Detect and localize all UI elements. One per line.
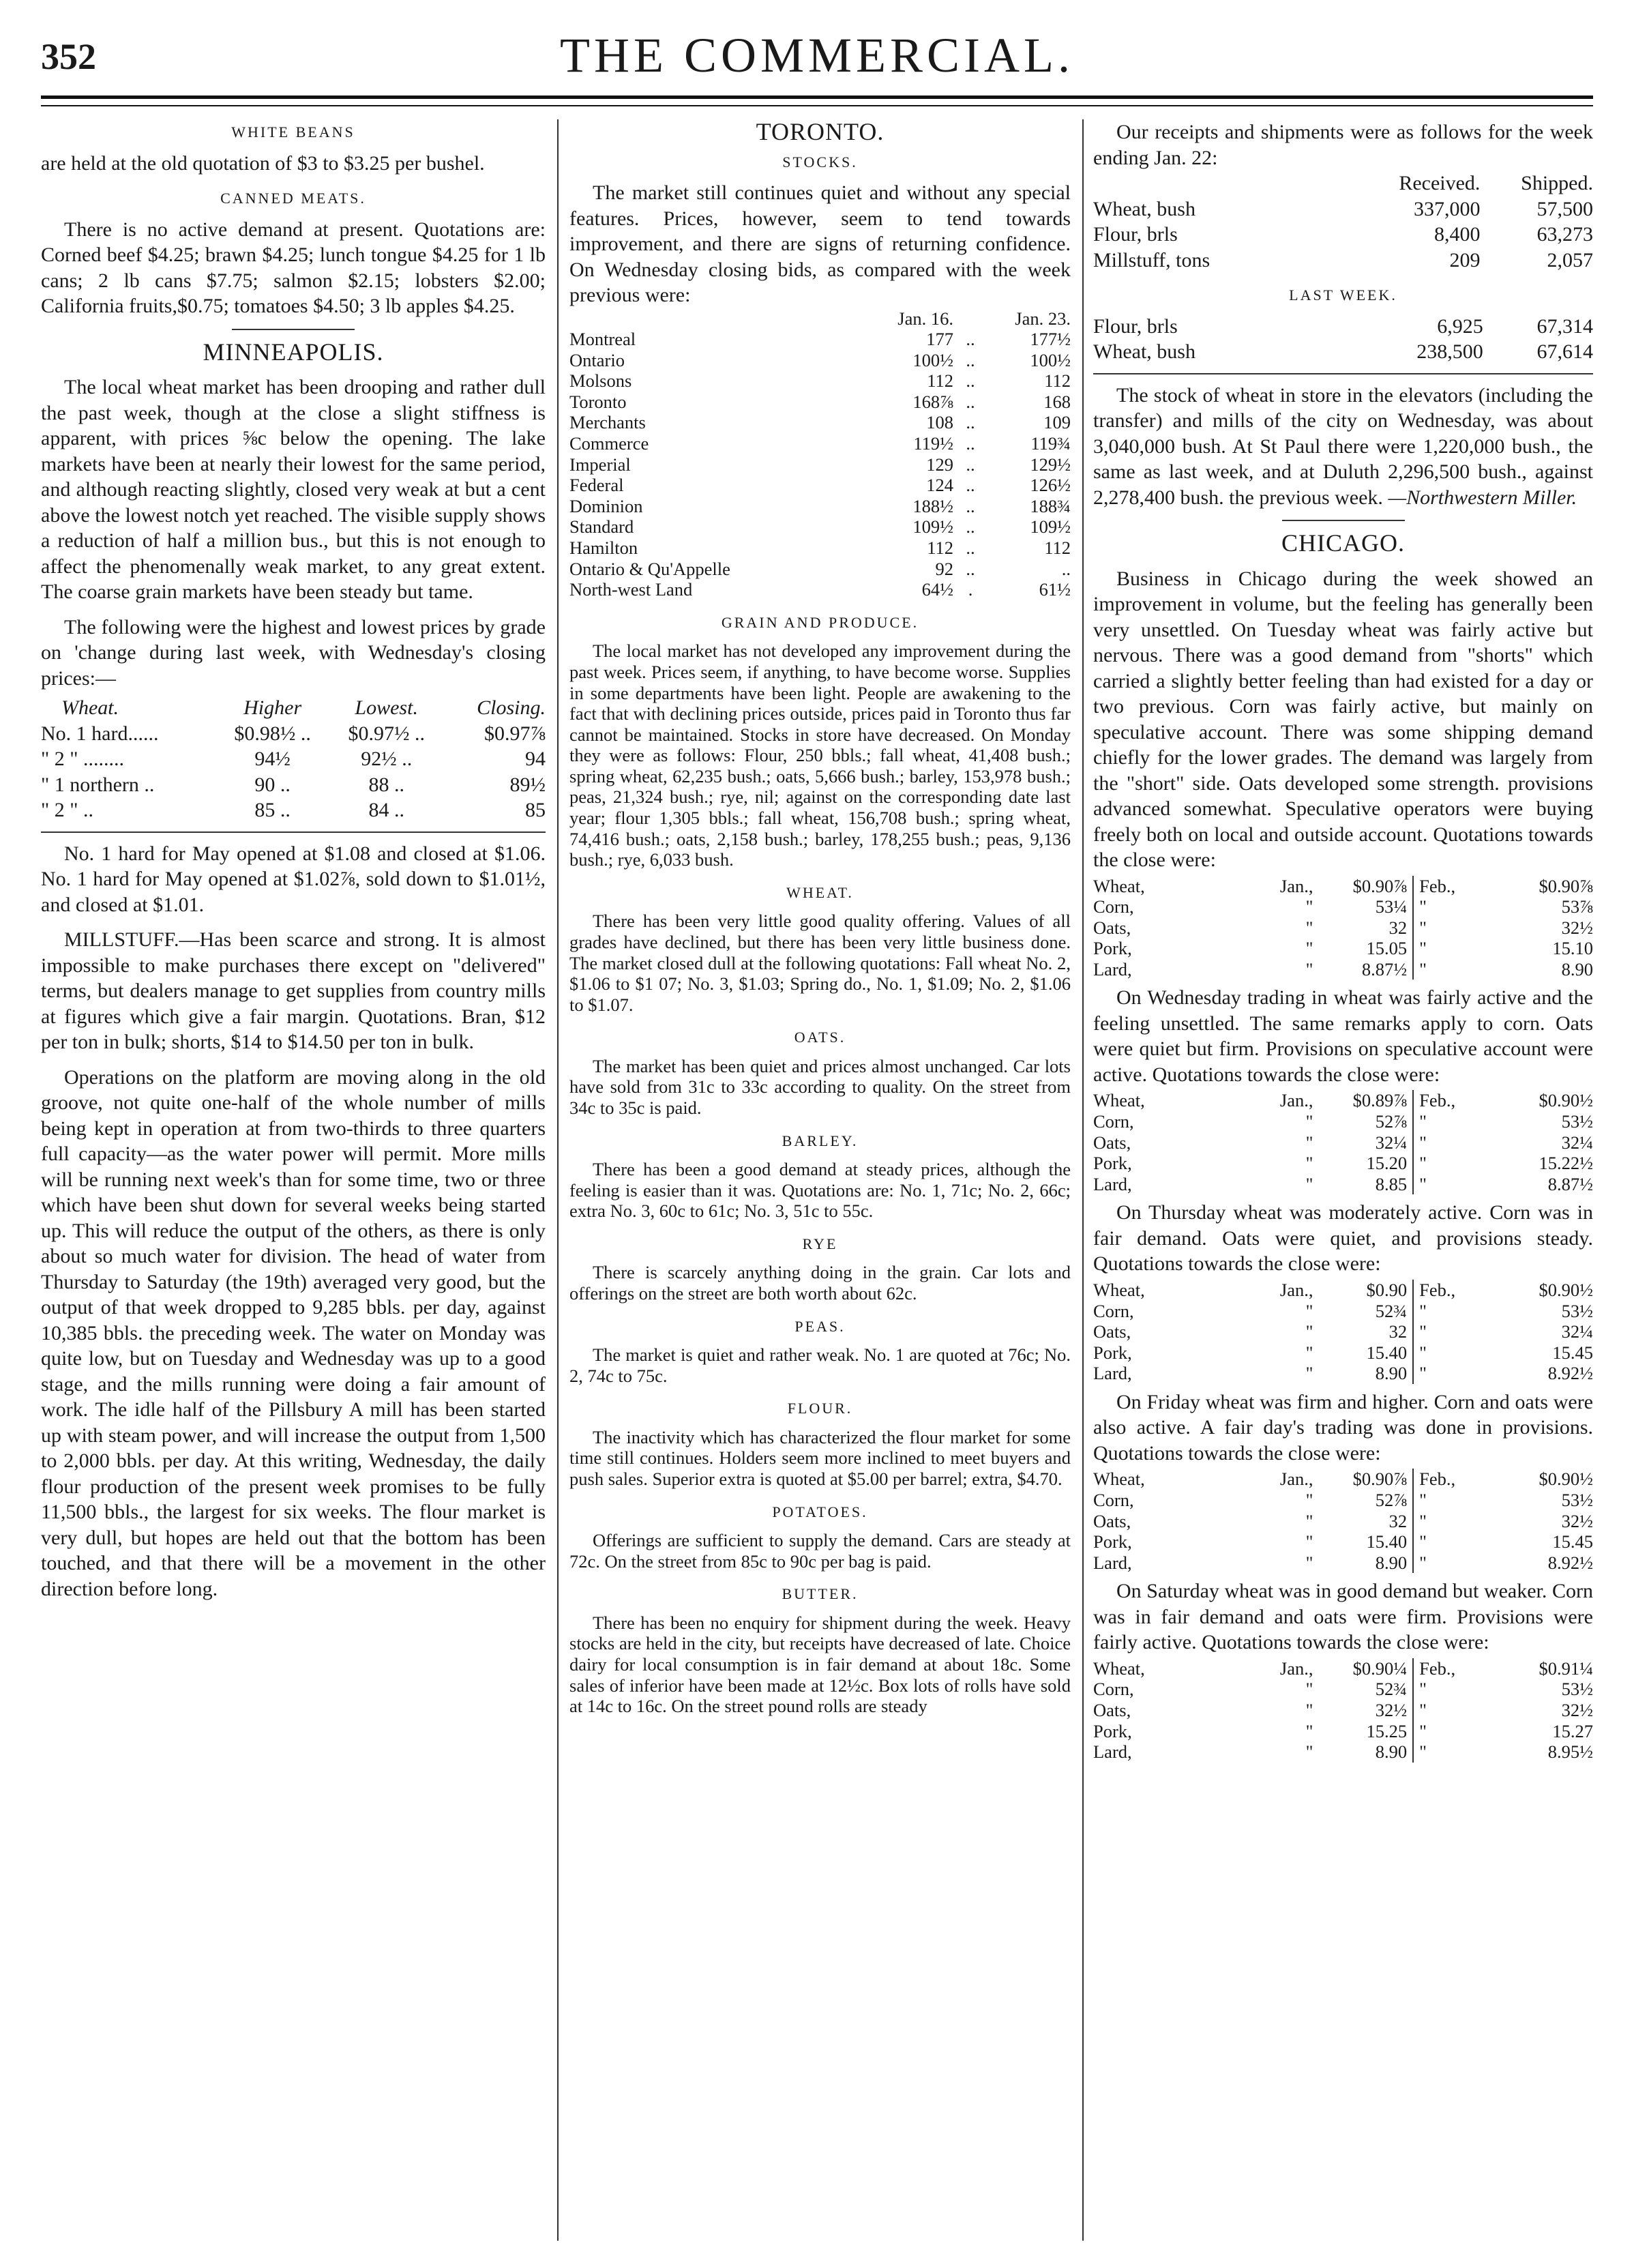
table-row: Oats, " 32 " 32½ <box>1093 1510 1593 1531</box>
header-rule-thick <box>41 95 1593 99</box>
col-head-higher: Higher <box>243 696 302 719</box>
section-rule <box>232 329 355 330</box>
col-head-wheat: Wheat. <box>61 696 119 719</box>
chicago-para-wednesday: On Wednesday trading in wheat was fairly active and the feeling unsettled. The same remarks apply to corn. Oats were quiet but firm. Provisions on speculative account were active. Quotations towards the close were: <box>1093 986 1593 1086</box>
table-row: " 1 northern .. 90 .. 88 .. 89½ <box>41 773 546 796</box>
table-row: Corn, " 52¾ " 53½ <box>1093 1679 1593 1700</box>
table-row: Lard, " 8.90 " 8.95½ <box>1093 1741 1593 1763</box>
grain-produce-heading: GRAIN AND PRODUCE. <box>721 613 919 631</box>
receipts-table <box>1093 171 1593 273</box>
table-row: Millstuff, tons 209 2,057 <box>1093 248 1593 271</box>
table-row: Wheat, Jan., $0.90⅞ Feb., $0.90⅞ <box>1093 875 1593 896</box>
page-number: 352 <box>41 36 96 77</box>
stocks-table <box>569 308 1071 600</box>
table-row: Lard, " 8.85 " 8.87½ <box>1093 1173 1593 1194</box>
stock-wheat-para: The stock of wheat in store in the elevators (including the transfer) and mills of the city on Wednesday, was about 3,040,000 bush. At St Paul there were 1,220,000 bush., the same as last week, and at Duluth 2,296,500 bush., against 2,278,400 bush. the previous week. —Northwestern Miller. <box>1093 383 1593 509</box>
table-rule <box>41 831 546 833</box>
white-beans-heading: WHITE BEANS <box>231 123 355 141</box>
quotes-tuesday <box>1093 876 1593 980</box>
column-2 <box>569 119 1071 2241</box>
table-row: Ontario & Qu'Appelle 92 .. .. <box>569 558 1071 579</box>
minneapolis-para-5: Operations on the platform are moving along in the old groove, not quite one-half of the whole number of mills being kept in operation at from two-thirds to three quarters full capacity—as the water power will permit. More mills will be running next week's than for some time, two or three which have been shut down for several weeks being started up. This will reduce the output of the others, as there is only about so much water for division. The head of water from Thursday to Saturday (the 19th) averaged very good, but the output of that week dropped to 9,285 bbls. per day, against 10,385 bbls. the preceding week. The water on Monday was quite low, but on Tuesday and Wednesday was up to a good stage, and the mills running were doing a fair amount of work. The idle half of the Pillsbury A mill has been started up with steam power, and will increase the output from 1,500 to 2,000 bbls. per day. At this writing, Wednesday, the daily flour production of the present week promises to be fully 11,500 bbls., the largest for six weeks. The flour market is very dull, but hopes are held out that the bottom has been touched, and that there will be a movement in the other direction before long. <box>41 1065 546 1600</box>
table-row: Corn, " 52⅞ " 53½ <box>1093 1490 1593 1510</box>
table-row: No. 1 hard...... $0.98½ .. $0.97½ .. $0.97⅞ <box>41 722 546 745</box>
table-row: Lard, " 8.90 " 8.92½ <box>1093 1552 1593 1573</box>
table-row: Pork, " 15.25 " 15.27 <box>1093 1720 1593 1741</box>
table-row: Wheat, Jan., $0.90⅞ Feb., $0.90½ <box>1093 1469 1593 1490</box>
chicago-para-thursday: On Thursday wheat was moderately active. Corn was in fair demand. Oats were quiet, and provisions steady. Quotations towards the close were: <box>1093 1201 1593 1276</box>
table-row: Wheat, bush 238,500 67,614 <box>1093 340 1593 363</box>
table-row: Pork, " 15.05 " 15.10 <box>1093 938 1593 959</box>
butter-heading: BUTTER. <box>782 1585 859 1603</box>
minneapolis-para-3: No. 1 hard for May opened at $1.08 and closed at $1.06. No. 1 hard for May opened at $1.02⅞, sold down to $1.01½, and closed at $1.01. <box>41 842 546 916</box>
quotes-saturday <box>1093 1658 1593 1763</box>
oats-text: The market has been quiet and prices almost unchanged. Car lots have sold from 31c to 33c according to quality. On the street from 34c to 35c is paid. <box>569 1055 1071 1118</box>
table-row: Corn, " 52⅞ " 53½ <box>1093 1111 1593 1132</box>
minneapolis-para-1: The local wheat market has been drooping and rather dull the past week, though at the close a slight stiffness is apparent, with prices ⅝c below the opening. The lake markets have been at nearly their lowest for the same period, and although reacting slightly, closed very weak at but a cent above the lowest notch yet reached. The visible supply shows a reduction of half a million bus., but this is not enough to affect the phenomenally weak market, to any great extent. The coarse grain markets have been steady but tame. <box>41 376 546 603</box>
quotes-wednesday <box>1093 1090 1593 1194</box>
date-jan-16: Jan. 16. <box>897 308 953 329</box>
col-head-shipped: Shipped. <box>1521 172 1593 194</box>
grain-produce-text: The local market has not developed any improvement during the past week. Prices seem, if anything, to have become worse. Supplies in some departments have been light. People are awakening to the fact that with declining prices outside, prices paid in Toronto thus far cannot be maintained. Stocks in store have decreased. On Monday they were as follows: Flour, 250 bbls.; fall wheat, 41,408 bush.; spring wheat, 62,235 bush.; oats, 5,666 bush.; barley, 153,978 bush.; peas, 21,324 bush.; rye, nil; against on the corresponding date last year; flour 1,305 bbls.; fall wheat, 156,708 bush.; spring wheat, 74,416 bush.; oats, 2,158 bush.; barley, 178,255 bush.; peas, 9,136 bush.; rye, 6,033 bush. <box>569 640 1071 870</box>
table-row: Federal 124 .. 126½ <box>569 475 1071 496</box>
chicago-para-friday: On Friday wheat was firm and higher. Corn and oats were also active. A fair day's trading was done in provisions. Quotations towards the close were: <box>1093 1390 1593 1464</box>
table-row: Merchants 108 .. 109 <box>569 412 1071 433</box>
flour-text: The inactivity which has characterized the flour market for some time still continues. Holders seem more inclined to meet buyers and push sales. Superior extra is quoted at $5.00 per barrel; extra, $4.70. <box>569 1426 1071 1489</box>
minneapolis-para-2: The following were the highest and lowest prices by grade on 'change during last week, with Wednesday's closing prices:— <box>41 615 546 690</box>
potatoes-heading: POTATOES. <box>772 1503 868 1520</box>
barley-heading: BARLEY. <box>782 1132 859 1149</box>
table-row: Corn, " 53¼ " 53⅞ <box>1093 896 1593 917</box>
millstuff-text: —Has been scarce and strong. It is almost impossible to make purchases there except on "delivered" terms, but dealers manage to get supplies from country mills at figures which give a fair margin. Quotations. Bran, $12 per ton in bulk; shorts, $14 to $14.50 per ton in bulk. <box>41 928 546 1053</box>
section-rule <box>1282 520 1405 521</box>
col-head-lowest: Lowest. <box>355 696 418 719</box>
quotes-thursday <box>1093 1280 1593 1384</box>
toronto-para-1: The market still continues quiet and without any special features. Prices, however, seem to tend towards improvement, and there are signs of returning confidence. On Wednesday closing bids, as compared with the week previous were: <box>569 181 1071 306</box>
table-row: Lard, " 8.90 " 8.92½ <box>1093 1363 1593 1384</box>
wheat-prices-table <box>41 695 546 823</box>
source-credit: —Northwestern Miller. <box>1388 486 1577 509</box>
column-3 <box>1093 119 1593 2241</box>
column-divider-2 <box>1082 119 1084 2241</box>
table-row: Flour, brls 8,400 63,273 <box>1093 223 1593 246</box>
header-rule-thin <box>41 105 1593 106</box>
table-row: " 2 " .. 85 .. 84 .. 85 <box>41 799 546 821</box>
peas-heading: PEAS. <box>794 1317 846 1335</box>
table-row: Standard 109½ .. 109½ <box>569 516 1071 537</box>
chicago-para-saturday: On Saturday wheat was in good demand but weaker. Corn was in fair demand and oats were firm. Provisions were fairly active. Quotations towards the close were: <box>1093 1580 1593 1654</box>
table-row: Wheat, Jan., $0.89⅞ Feb., $0.90½ <box>1093 1090 1593 1111</box>
wheat-heading: WHEAT. <box>786 883 854 901</box>
table-row: Commerce 119½ .. 119¾ <box>569 433 1071 454</box>
table-row: Corn, " 52¾ " 53½ <box>1093 1300 1593 1321</box>
table-row: Ontario 100½ .. 100½ <box>569 349 1071 370</box>
table-row: Oats, " 32 " 32¼ <box>1093 1321 1593 1342</box>
butter-text: There has been no enquiry for shipment during the week. Heavy stocks are held in the city, but receipts have decreased of late. Choice dairy for local consumption is in fair demand at about 18c. Some sales of inferior have been made at 12½c. Box lots of rolls have sold at 14c to 16c. On the street pound rolls are steady <box>569 1612 1071 1717</box>
table-row: Pork, " 15.40 " 15.45 <box>1093 1531 1593 1552</box>
flour-heading: FLOUR. <box>787 1400 853 1417</box>
table-row: Wheat, Jan., $0.90¼ Feb., $0.91¼ <box>1093 1658 1593 1679</box>
table-row: Imperial 129 .. 129½ <box>569 454 1071 475</box>
last-week-table <box>1093 314 1593 365</box>
stocks-heading: STOCKS. <box>782 153 858 171</box>
wheat-text: There has been very little good quality offering. Values of all grades have declined, but there has been very little business done. The market closed dull at the following quotations: Fall wheat No. 2, $1.06 to $1 07; No. 3, $1.03; Spring do., No. 1, $1.09; No. 2, $1.06 to $1.07. <box>569 911 1071 1015</box>
toronto-heading: TORONTO. <box>756 119 885 145</box>
table-row: Pork, " 15.40 " 15.45 <box>1093 1342 1593 1363</box>
receipts-intro: Our receipts and shipments were as follows for the week ending Jan. 22: <box>1093 121 1593 169</box>
table-row: Dominion 188½ .. 188¾ <box>569 495 1071 516</box>
canned-meats-text: There is no active demand at present. Quotations are: Corned beef $4.25; brawn $4.25; lunch tongue $4.25 for 1 lb cans; 2 lb cans $7.75; salmon $2.15; lobsters $2.00; California fruits,$0.75; tomatoes $4.50; 3 lb apples $4.25. <box>41 218 546 317</box>
column-1 <box>41 119 546 2241</box>
oats-heading: OATS. <box>794 1029 846 1046</box>
barley-text: There has been a good demand at steady prices, although the feeling is easier than it was. Quotations are: No. 1, 71c; No. 2, 66c; extra No. 3, 60c to 61c; No. 3, 51c to 55c. <box>569 1159 1071 1222</box>
col-head-received: Received. <box>1399 172 1481 194</box>
chicago-heading: CHICAGO. <box>1281 529 1405 557</box>
table-row: " 2 " ........ 94½ 92½ .. 94 <box>41 748 546 770</box>
masthead: THE COMMERCIAL. <box>560 28 1074 83</box>
quotes-friday <box>1093 1469 1593 1573</box>
chicago-para-tuesday: Business in Chicago during the week showed an improvement in volume, but the feeling has generally been very unsettled. On Tuesday wheat was fairly active but nervous. There was a good demand from "shorts" which carried a slightly better feeling than had existed for a day or two previous. Corn was fairly active, but mainly on speculative account. There was some shipping demand chiefly for the lower grades. The demand was largely from the "short" side. Oats developed some strength. provisions advanced somewhat. Speculative operators were buying freely both on local and outside account. Quotations towards the close were: <box>1093 567 1593 871</box>
date-jan-23: Jan. 23. <box>1015 308 1071 329</box>
last-week-heading: LAST WEEK. <box>1289 286 1397 304</box>
page-header <box>41 27 1593 95</box>
table-row: Montreal 177 .. 177½ <box>569 329 1071 350</box>
rye-heading: RYE <box>802 1235 838 1252</box>
table-row: Molsons 112 .. 112 <box>569 370 1071 392</box>
table-row: Hamilton 112 .. 112 <box>569 537 1071 559</box>
table-rule <box>1093 373 1593 374</box>
table-row: Oats, " 32½ " 32½ <box>1093 1700 1593 1721</box>
potatoes-text: Offerings are sufficient to supply the demand. Cars are steady at 72c. On the street from 85c to 90c per bag is paid. <box>569 1530 1071 1572</box>
millstuff-lead: MILLSTUFF. <box>64 928 179 951</box>
table-row: Flour, brls 6,925 67,314 <box>1093 314 1593 338</box>
millstuff-para <box>41 927 546 1055</box>
table-row: Oats, " 32¼ " 32¼ <box>1093 1132 1593 1153</box>
white-beans-text: are held at the old quotation of $3 to $3.25 per bushel. <box>41 151 485 175</box>
peas-text: The market is quiet and rather weak. No. 1 are quoted at 76c; No. 2, 74c to 75c. <box>569 1344 1071 1386</box>
minneapolis-heading: MINNEAPOLIS. <box>203 338 384 366</box>
table-row: Toronto 168⅞ .. 168 <box>569 391 1071 412</box>
col-head-closing: Closing. <box>477 696 546 719</box>
table-row: North-west Land 64½ . 61½ <box>569 579 1071 600</box>
table-row: Lard, " 8.87½ " 8.90 <box>1093 958 1593 980</box>
table-row: Wheat, Jan., $0.90 Feb., $0.90½ <box>1093 1279 1593 1300</box>
table-row: Oats, " 32 " 32½ <box>1093 917 1593 938</box>
table-row: Pork, " 15.20 " 15.22½ <box>1093 1153 1593 1174</box>
column-divider-1 <box>557 119 559 2241</box>
table-row: Wheat, bush 337,000 57,500 <box>1093 197 1593 220</box>
rye-text: There is scarcely anything doing in the grain. Car lots and offerings on the street are both worth about 62c. <box>569 1262 1071 1304</box>
canned-meats-heading: CANNED MEATS. <box>220 190 366 207</box>
